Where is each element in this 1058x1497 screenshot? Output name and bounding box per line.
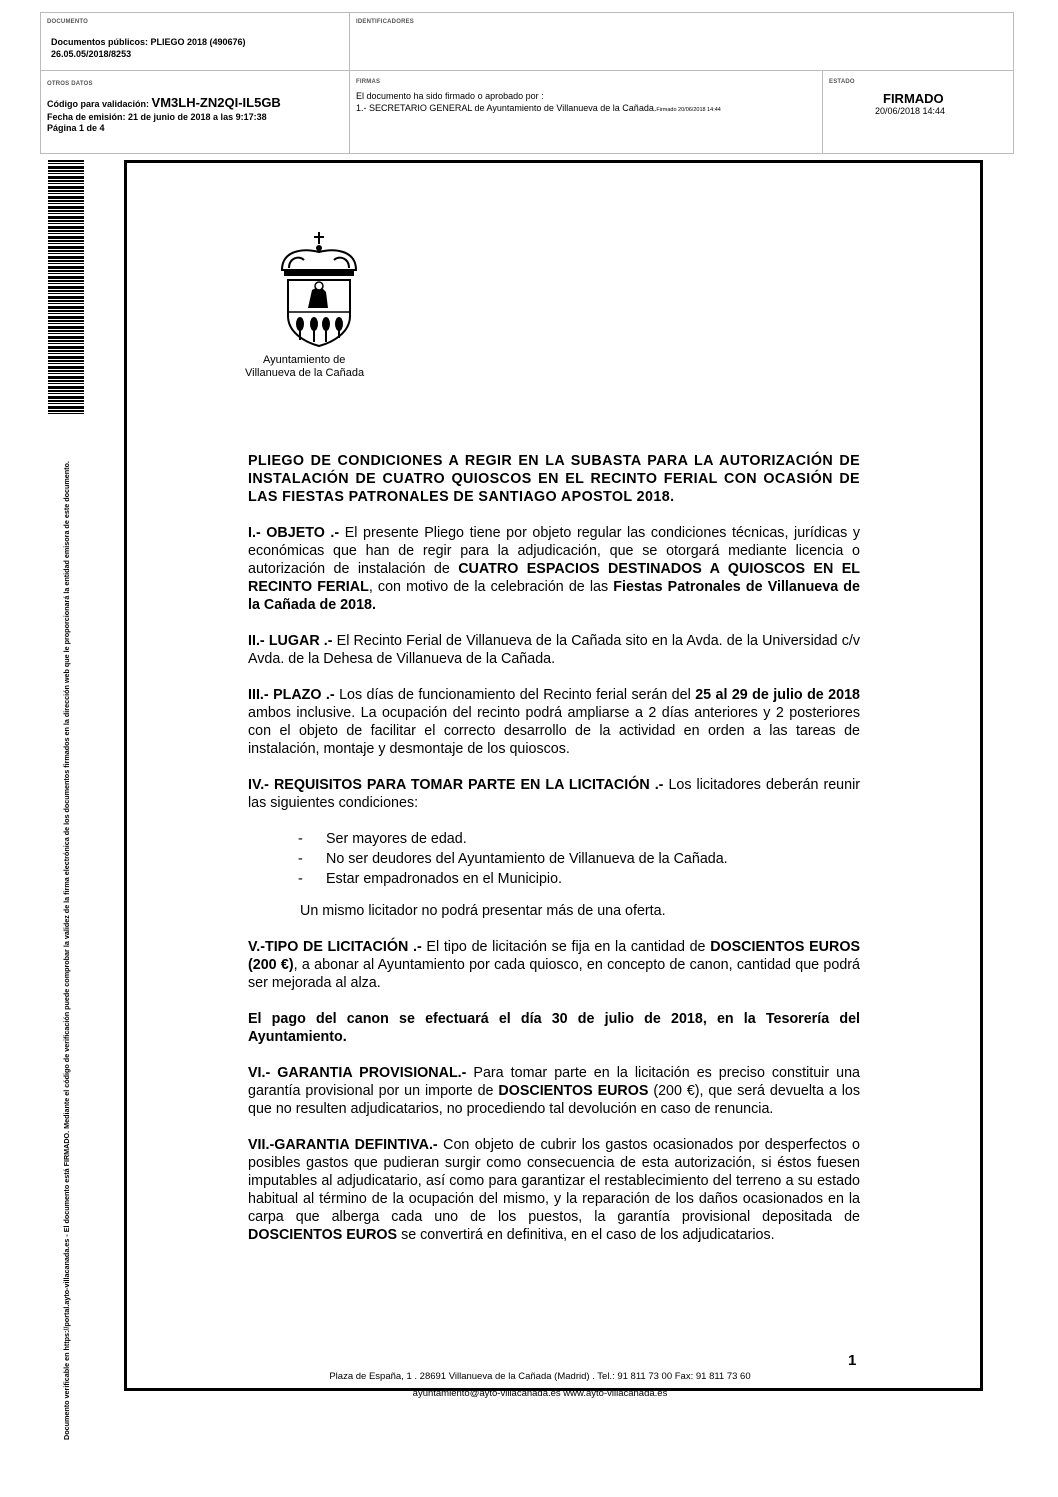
section-requisitos bbox=[248, 776, 860, 812]
section-garantia-provisional bbox=[248, 1064, 860, 1118]
logo-caption-line1: Ayuntamiento de bbox=[263, 354, 346, 366]
documento-label: DOCUMENTO bbox=[47, 19, 89, 25]
section-emphasis: 25 al 29 de julio de 2018 bbox=[695, 687, 860, 703]
footer-contact: ayuntamiento@ayto-villacanada.es www.ayto-villacanada.es bbox=[412, 1388, 668, 1399]
documento-line2: 26.05.05/2018/8253 bbox=[51, 49, 132, 59]
section-tipo-licitacion bbox=[248, 938, 860, 992]
estado-value: FIRMADO bbox=[883, 91, 944, 106]
firmas-line2: 1.- SECRETARIO GENERAL de Ayuntamiento de Villanueva de la Cañada. bbox=[356, 103, 657, 113]
identificadores-cell bbox=[350, 13, 1013, 71]
section-text: , a abonar al Ayuntamiento por cada quiosco, en concepto de canon, cantidad que podrá ser mejorada al alza. bbox=[248, 957, 860, 991]
logo-caption bbox=[245, 354, 364, 380]
list-item: - Ser mayores de edad. bbox=[248, 830, 860, 848]
page-footer bbox=[250, 1368, 830, 1402]
section-plazo bbox=[248, 686, 860, 758]
fecha-emision: Fecha de emisión: 21 de junio de 2018 a las 9:17:38 bbox=[47, 112, 267, 122]
list-item: - Estar empadronados en el Municipio. bbox=[248, 870, 860, 888]
section-text: Para tomar parte en la licitación es preciso constituir una garantía provisional por un importe de bbox=[248, 1065, 860, 1099]
section-heading: V.-TIPO DE LICITACIÓN .- bbox=[248, 939, 422, 955]
barcode bbox=[48, 160, 84, 416]
section-emphasis: CUATRO ESPACIOS DESTINADOS A QUIOSCOS EN EL RECINTO FERIAL bbox=[248, 561, 860, 595]
documento-cell bbox=[41, 13, 350, 71]
estado-label: ESTADO bbox=[829, 79, 855, 85]
requirements-note: Un mismo licitador no podrá presentar más de una oferta. bbox=[300, 903, 666, 919]
section-heading: VI.- GARANTIA PROVISIONAL.- bbox=[248, 1065, 467, 1081]
section-lugar bbox=[248, 632, 860, 668]
firmas-cell bbox=[350, 71, 823, 153]
codigo-value: VM3LH-ZN2QI-IL5GB bbox=[151, 95, 281, 110]
section-heading: I.- OBJETO .- bbox=[248, 525, 340, 541]
section-text: ambos inclusive. La ocupación del recinto podrá ampliarse a 2 días anteriores y 2 posteriores con el objeto de facilitar el correcto desarrollo de la actividad en orden a las tareas de instalación, montaje y desmontaje de los quioscos. bbox=[248, 705, 860, 757]
section-emphasis: DOSCIENTOS EUROS bbox=[498, 1083, 649, 1099]
page-number: 1 bbox=[848, 1352, 857, 1369]
estado-cell bbox=[823, 71, 1013, 153]
logo-caption-line2: Villanueva de la Cañada bbox=[245, 367, 365, 379]
section-text: El tipo de licitación se fija en la cantidad de bbox=[421, 939, 711, 955]
footer-address: Plaza de España, 1 . 28691 Villanueva de la Cañada (Madrid) . Tel.: 91 811 73 00 Fax: 91 811 73 60 bbox=[329, 1371, 751, 1382]
section-text: (200 €), que será devuelta a los que no resulten adjudicatarios, no procediendo tal devolución en caso de renuncia. bbox=[248, 1083, 861, 1117]
estado-date: 20/06/2018 14:44 bbox=[875, 106, 946, 116]
section-text: Con objeto de cubrir los gastos ocasionados por desperfectos o posibles gastos que pudieran surgir como consecuencia de esta autorización, si éstos fuesen imputables al adjudicatario, así como para garantizar el restablecimiento del terreno a su estado habitual al término de la ocupación del mismo, y la reparación de los daños ocasionados en la carpa que alberga cada uno de los puestos, la garantía provisional depositada de bbox=[248, 1137, 860, 1225]
firmas-label: FIRMAS bbox=[356, 79, 381, 85]
section-text: Los licitadores deberán reunir las siguientes condiciones: bbox=[248, 777, 861, 811]
requirements-list bbox=[248, 830, 860, 888]
otros-datos-cell bbox=[41, 71, 350, 153]
section-text: El Recinto Ferial de Villanueva de la Cañada sito en la Avda. de la Universidad c/v Avda. de la Dehesa de Villanueva de la Cañada. bbox=[248, 633, 861, 667]
section-emphasis: Fiestas Patronales de Villanueva de la Cañada de 2018. bbox=[248, 579, 860, 613]
payment-text: El pago del canon se efectuará el día 30 de julio de 2018, en la Tesorería del Ayuntamiento. bbox=[248, 1011, 860, 1045]
section-heading: IV.- REQUISITOS PARA TOMAR PARTE EN LA LICITACIÓN .- bbox=[248, 777, 664, 793]
section-text: , con motivo de la celebración de las bbox=[368, 579, 614, 595]
section-emphasis: DOSCIENTOS EUROS bbox=[248, 1227, 398, 1243]
firmas-line1: El documento ha sido firmado o aprobado por : bbox=[356, 91, 544, 101]
list-item: - No ser deudores del Ayuntamiento de Villanueva de la Cañada. bbox=[248, 850, 860, 868]
section-objeto bbox=[248, 524, 860, 614]
section-text: El presente Pliego tiene por objeto regular las condiciones técnicas, jurídicas y económicas que han de regir para la adjudicación, que se otorgará mediante licencia o autorización de instalación de bbox=[248, 525, 860, 577]
otros-datos-label: OTROS DATOS bbox=[47, 81, 93, 87]
section-heading: III.- PLAZO .- bbox=[248, 687, 335, 703]
documento-line1: Documentos públicos: PLIEGO 2018 (490676) bbox=[51, 37, 246, 47]
section-heading: VII.-GARANTIA DEFINTIVA.- bbox=[248, 1137, 438, 1153]
pagina: Página 1 de 4 bbox=[47, 123, 105, 133]
section-garantia-definitiva bbox=[248, 1136, 860, 1244]
section-text: se convertirá en definitiva, en el caso de los adjudicatarios. bbox=[397, 1227, 775, 1243]
section-heading: II.- LUGAR .- bbox=[248, 633, 333, 649]
identificadores-label: IDENTIFICADORES bbox=[356, 19, 415, 25]
document-title: PLIEGO DE CONDICIONES A REGIR EN LA SUBASTA PARA LA AUTORIZACIÓN DE INSTALACIÓN DE CUATRO QUIOSCOS EN EL RECINTO FERIAL CON OCASIÓN DE LAS FIESTAS PATRONALES DE SANTIAGO APOSTOL 2018. bbox=[248, 453, 860, 505]
document-body bbox=[248, 452, 860, 1262]
signature-header bbox=[40, 12, 1014, 154]
section-emphasis: DOSCIENTOS EUROS (200 €) bbox=[248, 939, 860, 973]
section-text: Los días de funcionamiento del Recinto ferial serán del bbox=[334, 687, 696, 703]
payment-note bbox=[248, 1010, 860, 1046]
verification-side-text: Documento verificable en https://portal.ayto-villacanada.es - El documento está FIRMADO. Mediante el código de verificación puede comprobar la validez de la firma electrónica de los documentos firmados en la dirección web que le proporcionará la entidad emisora de este documento. bbox=[62, 461, 71, 1440]
codigo-prefix: Código para validación: bbox=[47, 99, 150, 109]
firmas-small: Firmado 20/06/2018 14:44 bbox=[656, 107, 721, 113]
